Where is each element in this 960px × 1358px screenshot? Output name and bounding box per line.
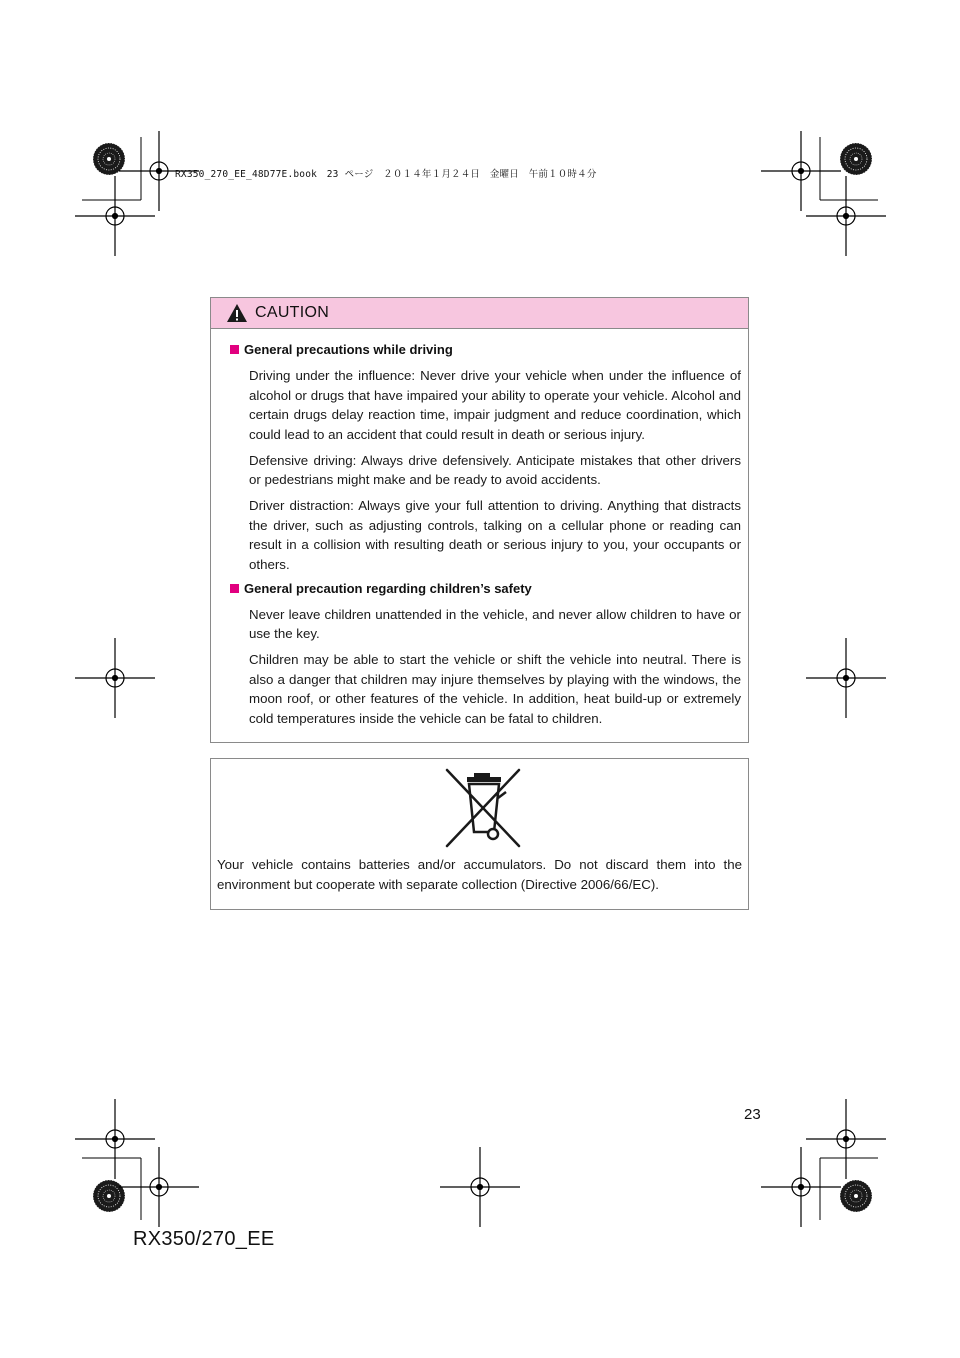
- caution-body: [211, 329, 748, 728]
- battery-disposal-text: Your vehicle contains batteries and/or accumulators. Do not discard them into the environment but cooperate with separate collection (Directive 2006/66/EC).: [217, 857, 742, 892]
- caution-title: CAUTION: [255, 304, 330, 321]
- crossed-out-wheelie-bin-icon: [443, 764, 523, 850]
- battery-disposal-notice: [210, 758, 749, 910]
- warning-triangle-icon: [226, 303, 248, 323]
- bullet-square-icon: [230, 584, 239, 593]
- book-file-header: RX350_270_EE_48D77E.book 23 ページ ２０１４年１月２４日 金曜日 午前１０時４分: [175, 169, 597, 180]
- page-number: 23: [744, 1106, 761, 1123]
- paragraph-driver-distraction: Driver distraction: Always give your full attention to driving. Anything that distracts the driver, such as adjusting controls, talking on a cellular phone or reading can result in a collision with resulting death or serious injury to you, your occupants or others.: [249, 498, 741, 572]
- caution-header: [211, 298, 748, 329]
- paragraph-children-unattended: Never leave children unattended in the vehicle, and never allow children to have or use the key.: [249, 606, 741, 641]
- paragraph-children-danger: Children may be able to start the vehicle or shift the vehicle into neutral. There is also a danger that children may injure themselves by playing with the windows, the moon roof, or other features of the vehicle. In addition, heat build-up or extremely cold temperatures inside the vehicle can be fatal to children.: [249, 652, 741, 726]
- section-heading-driving: General precautions while driving: [230, 342, 741, 357]
- bullet-square-icon: [230, 345, 239, 354]
- caution-box: [210, 297, 749, 743]
- paragraph-driving-influence: Driving under the influence: Never drive your vehicle when under the influence of alcohol or drugs that have impaired your ability to operate your vehicle. Alcohol and certain drugs delay reaction time, impair judgment and reduce coordination, which could lead to an accident that could result in death or serious injury.: [249, 368, 741, 442]
- section-heading-children: General precaution regarding children’s safety: [230, 581, 741, 596]
- model-code: RX350/270_EE: [133, 1228, 275, 1250]
- paragraph-defensive-driving: Defensive driving: Always drive defensively. Anticipate mistakes that other drivers or pedestrians might make and be ready to avoid accidents.: [249, 452, 741, 487]
